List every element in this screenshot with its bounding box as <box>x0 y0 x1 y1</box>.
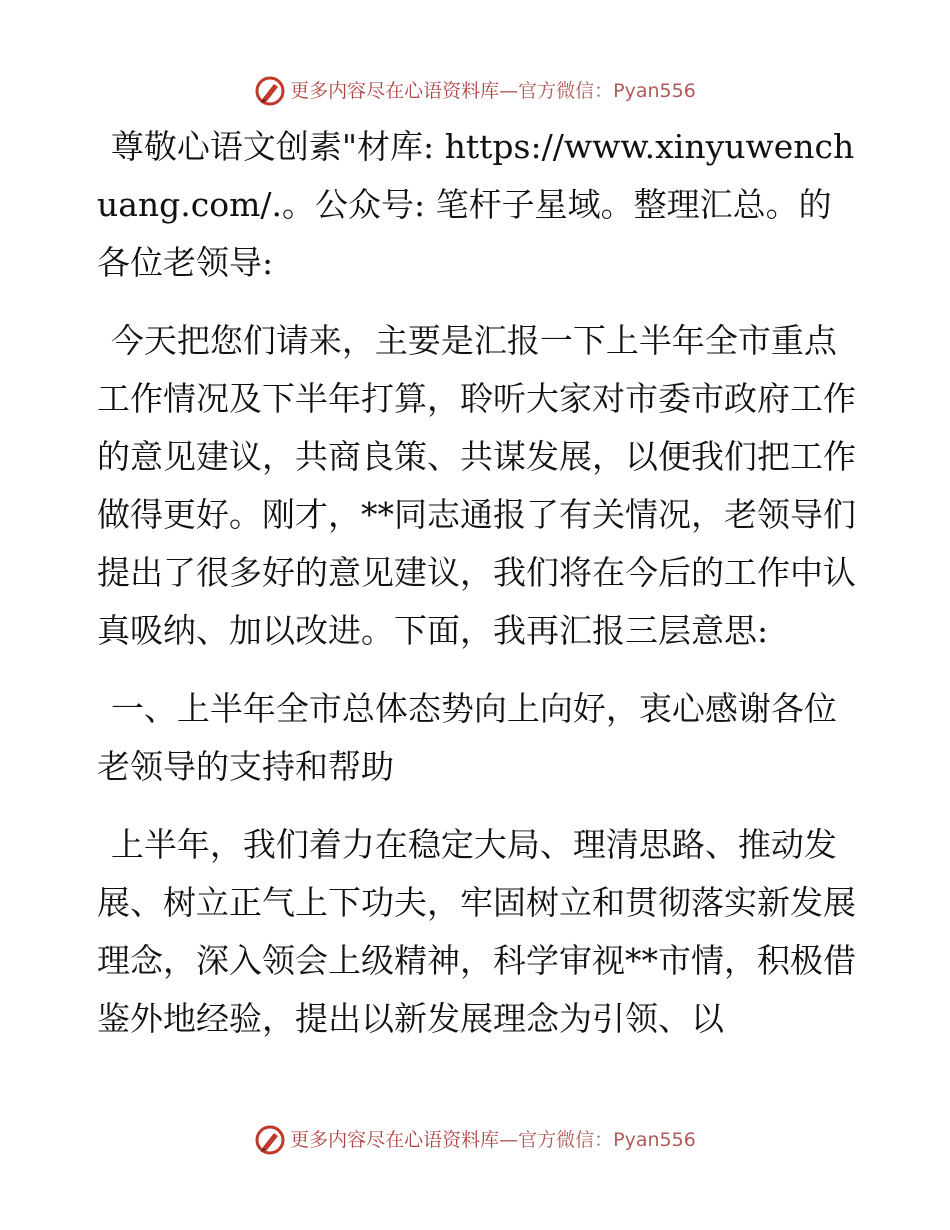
paragraph-spacer <box>97 660 857 680</box>
paragraph-spacer <box>97 292 857 312</box>
banner-main-text: 更多内容尽在心语资料库 <box>290 1128 500 1151</box>
header-banner <box>0 71 950 111</box>
paragraph-intro: 今天把您们请来，主要是汇报一下上半年全市重点工作情况及下半年打算，聆听大家对市委市政府工作的意见建议，共商良策、共谋发展，以便我们把工作做得更好。刚才，**同志通报了有关情况，老领导们提出了很多好的意见建议，我们将在今后的工作中认真吸纳、加以改进。下面，我再汇报三层意思: <box>97 321 856 650</box>
paragraph-first-half: 上半年，我们着力在稳定大局、理清思路、推动发展、树立正气上下功夫，牢固树立和贯彻落实新发展理念，深入领会上级精神，科学审视**市情，积极借鉴外地经验，提出以新发展理念为引领、以 <box>97 825 856 1038</box>
section-heading-1: 一、上半年全市总体态势向上向好，衷心感谢各位老领导的支持和帮助 <box>97 689 837 786</box>
pen-logo-icon <box>254 1124 286 1156</box>
banner-wechat-text: —官方微信：Pyan556 <box>499 79 696 102</box>
banner-wechat-text: —官方微信：Pyan556 <box>499 1128 696 1151</box>
document-body <box>97 118 857 1048</box>
salutation: 尊敬心语文创素"材库: https://www.xinyuwenchuang.com/.。公众号: 笔杆子星域。整理汇总。的各位老领导: <box>97 127 855 282</box>
paragraph-spacer <box>97 796 857 816</box>
footer-banner <box>0 1120 950 1160</box>
pen-logo-icon <box>254 75 286 107</box>
banner-main-text: 更多内容尽在心语资料库 <box>290 79 500 102</box>
